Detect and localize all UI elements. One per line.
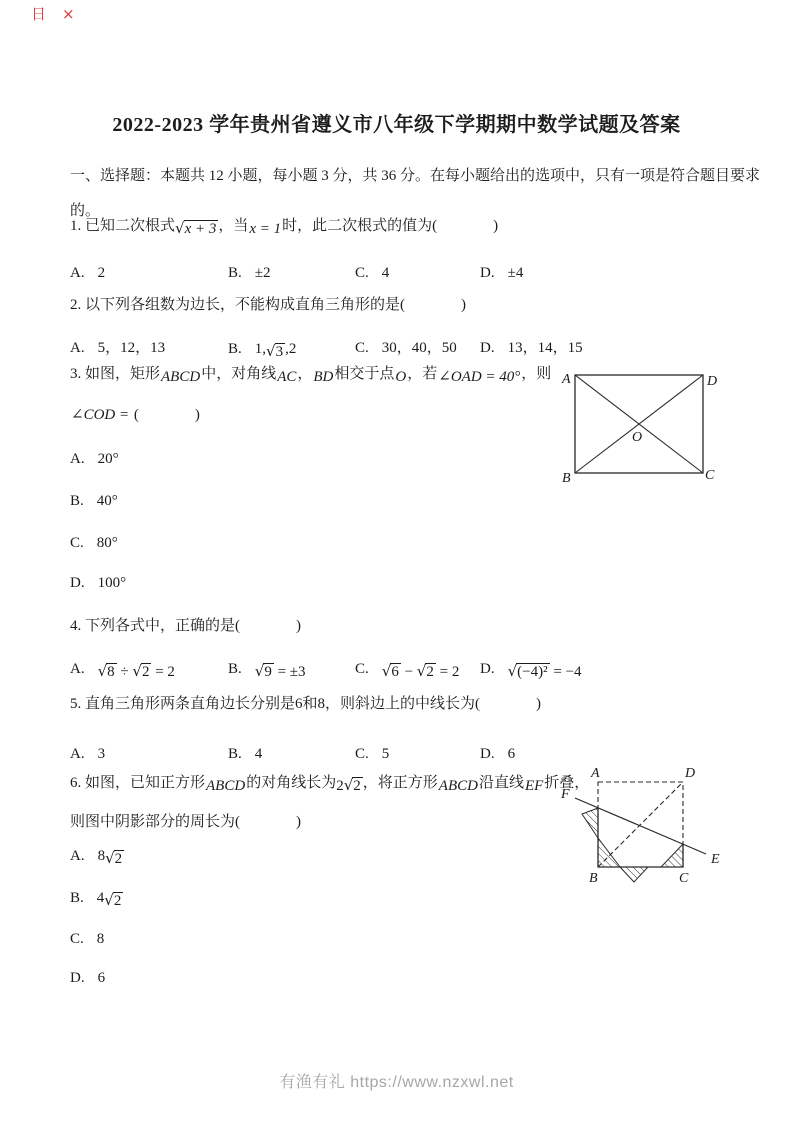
q6-math-var: EF [524, 778, 544, 794]
operator: − [404, 664, 414, 680]
vertex-label-c: C [679, 871, 689, 886]
option-value: ±2 [254, 265, 271, 281]
option-value: ±4 [507, 265, 524, 281]
q2-option-d [480, 338, 583, 358]
vertex-label-d: D [707, 374, 718, 389]
option-label: B. [70, 493, 84, 509]
equals-part: = 2 [439, 664, 460, 680]
q3-math-var: AC [277, 369, 297, 385]
vertex-label-e: E [711, 852, 720, 867]
option-label: A. [70, 451, 85, 467]
section-intro-line2: 的。 [70, 203, 101, 219]
option-value: 20° [97, 451, 119, 467]
option-label: C. [355, 746, 369, 762]
option-label: A. [70, 848, 85, 864]
option-label: C. [70, 931, 84, 947]
q5-text-part: 5. 直角三角形两条直角边长分别是6和8，则斜边上的中线长为( [70, 696, 480, 712]
page-title: 2022-2023 学年贵州省遵义市八年级下学期期中数学试题及答案 [112, 114, 681, 136]
q2-option-b [228, 338, 296, 359]
question-3-text-line1 [70, 364, 551, 384]
question-2-text [70, 295, 466, 315]
q1-sqrt-radical: √x + 3 [175, 219, 217, 237]
q1-options-row [70, 263, 730, 285]
option-value: 5，12，13 [97, 340, 166, 356]
q3-text-part: 中，对角线 [201, 366, 277, 382]
q2-options-row [70, 338, 730, 360]
option-value: 80° [96, 535, 118, 551]
q6-math-var: ABCD [206, 778, 246, 794]
q6-option-c [70, 929, 104, 949]
sqrt-radical: √8 [97, 662, 115, 680]
sqrt-radical: √9 [254, 662, 272, 680]
sqrt-radical: √(−4)² [507, 662, 548, 680]
question-1-text [70, 215, 498, 236]
option-label: D. [480, 340, 495, 356]
sqrt-radical: √2 [104, 891, 122, 909]
q6-text-part: ) [296, 814, 301, 830]
q6-text-part: 折叠， [544, 775, 590, 791]
q1-math-var: x = 1 [249, 221, 282, 237]
q4-option-b [228, 658, 306, 679]
q2-option-c [355, 338, 457, 358]
option-value: 1,√3 ,2 [254, 341, 297, 360]
shaded-triangle-left-outer [582, 808, 598, 838]
operator: ÷ [120, 664, 129, 680]
q6-text-part: 沿直线 [478, 775, 524, 791]
red-artifact-icon-2: × [62, 5, 75, 23]
q6-coeff: 2 [336, 778, 344, 794]
q2-sqrt-radical: √3 [266, 342, 284, 360]
option-value: 8 [96, 931, 105, 947]
option-label: A. [70, 661, 85, 677]
q3-text-part: ) [194, 407, 200, 423]
equals-part: = −4 [553, 664, 582, 680]
q1-option-a [70, 263, 105, 283]
vertex-label-b: B [562, 471, 571, 486]
sqrt-radical: √2 [105, 849, 123, 867]
option-label: B. [228, 265, 242, 281]
q3-text-part: ， [297, 366, 313, 382]
q3-rectangle-figure [556, 365, 742, 495]
shaded-triangle-left-inner [598, 838, 620, 867]
option-value: 6 [507, 746, 516, 762]
q6-text-part: ，将正方形 [362, 775, 438, 791]
section-intro-line1: 一、选择题：本题共 12 小题，每小题 3 分，共 36 分。在每小题给出的选项中，只有一项是符合题目要求 [70, 168, 761, 184]
q2-option-a [70, 338, 165, 358]
q1-option-b [228, 263, 271, 283]
option-value: 5 [381, 746, 390, 762]
q1-text-part: 1. 已知二次根式 [70, 218, 176, 234]
q1-option-d [480, 263, 523, 283]
question-6-text-line1 [70, 772, 589, 793]
equals-part: = ±3 [277, 664, 306, 680]
option-label: C. [355, 661, 369, 677]
option-value: 4 [254, 746, 263, 762]
sqrt-radical: √6 [381, 662, 399, 680]
vertex-label-c: C [705, 468, 715, 483]
option-coeff: 8 [97, 848, 106, 864]
question-3-text-line2 [70, 405, 200, 425]
q6-text-part: 的对角线长为 [246, 775, 337, 791]
q1-option-c [355, 263, 389, 283]
option-label: B. [228, 746, 242, 762]
q6-folded-square-figure [553, 752, 745, 907]
q5-option-a [70, 744, 105, 764]
q6-option-a [70, 845, 124, 866]
question-6-text-line2 [70, 812, 301, 832]
option-coeff: 4 [96, 890, 105, 906]
q4-text-part: ) [296, 618, 301, 634]
vertex-label-d: D [685, 766, 696, 781]
option-value: 100° [97, 575, 127, 591]
q5-text-part: ) [536, 696, 541, 712]
option-label: A. [70, 746, 85, 762]
q6-text-part: 则图中阴影部分的周长为( [70, 814, 240, 830]
q3-math-var: ABCD [161, 369, 201, 385]
q3-math-expr: ∠OAD = 40° [438, 369, 521, 385]
option-label: A. [70, 340, 85, 356]
q4-option-c [355, 658, 459, 679]
option-label: B. [70, 890, 84, 906]
vertex-label-a: A [591, 766, 600, 781]
option-label: D. [480, 661, 495, 677]
q3-math-expr: ∠COD = [71, 407, 130, 423]
q3-math-var: BD [313, 369, 334, 385]
vertex-label-a: A [562, 372, 571, 387]
q3-text-part: 3. 如图，矩形 [70, 366, 161, 382]
q6-option-d [70, 968, 105, 988]
option-value: 40° [96, 493, 118, 509]
q4-options-row [70, 658, 730, 680]
footer-watermark: 有渔有礼 https://www.nzxwl.net [279, 1074, 514, 1091]
q3-option-b [70, 491, 118, 511]
q3-text-part: 相交于点 [334, 366, 395, 382]
option-label: D. [480, 265, 495, 281]
question-5-text [70, 694, 541, 714]
q2-text-part: 2. 以下列各组数为边长，不能构成直角三角形的是( [70, 297, 405, 313]
question-4-text [70, 616, 301, 636]
q6-text-part: 6. 如图，已知正方形 [70, 775, 206, 791]
q4-option-a [70, 658, 175, 679]
red-artifact-icon-1: 日 [31, 5, 47, 23]
q6-option-b [70, 887, 123, 908]
equals-part: = 2 [155, 664, 175, 680]
option-label: A. [70, 265, 85, 281]
q3-option-a [70, 449, 119, 469]
option-value: 13，14，15 [507, 340, 583, 356]
option-label: C. [70, 535, 84, 551]
center-label-o: O [632, 430, 643, 445]
q5-option-d [480, 744, 515, 764]
option-value: 3 [97, 746, 106, 762]
option-label: B. [228, 661, 242, 677]
option-value: 30，40，50 [381, 340, 457, 356]
option-label: D. [480, 746, 495, 762]
q1-text-part: ) [493, 218, 499, 234]
q1-text-part: 时，此二次根式的值为( [282, 218, 438, 234]
option-value: 4 [381, 265, 390, 281]
q3-text-part: ，若 [407, 366, 438, 382]
vertex-label-f: F [561, 787, 570, 802]
vertex-label-b: B [589, 871, 598, 886]
q3-math-var: O [395, 369, 407, 385]
q4-text-part: 4. 下列各式中，正确的是( [70, 618, 240, 634]
q3-text-part: ( [133, 407, 139, 423]
q3-option-c [70, 533, 118, 553]
q2-text-part: ) [461, 297, 466, 313]
q4-option-d [480, 658, 582, 679]
q5-option-c [355, 744, 389, 764]
shaded-triangle-right [661, 844, 683, 867]
q6-sqrt-radical: √2 [343, 776, 361, 794]
option-value: 6 [97, 970, 106, 986]
q6-math-var: ABCD [438, 778, 478, 794]
q1-text-part: ，当 [218, 218, 249, 234]
sqrt-radical: √2 [416, 662, 434, 680]
shaded-triangle-bottom [620, 867, 648, 882]
sqrt-radical: √2 [132, 662, 150, 680]
option-label: D. [70, 970, 85, 986]
option-label: C. [355, 265, 369, 281]
q5-option-b [228, 744, 262, 764]
q3-option-d [70, 573, 126, 593]
option-label: B. [228, 341, 242, 357]
q3-text-part: ，则 [521, 366, 552, 382]
option-value: 2 [97, 265, 106, 281]
q6-figure-svg [553, 752, 745, 902]
q3-figure-svg [556, 365, 742, 490]
option-label: C. [355, 340, 369, 356]
option-label: D. [70, 575, 85, 591]
